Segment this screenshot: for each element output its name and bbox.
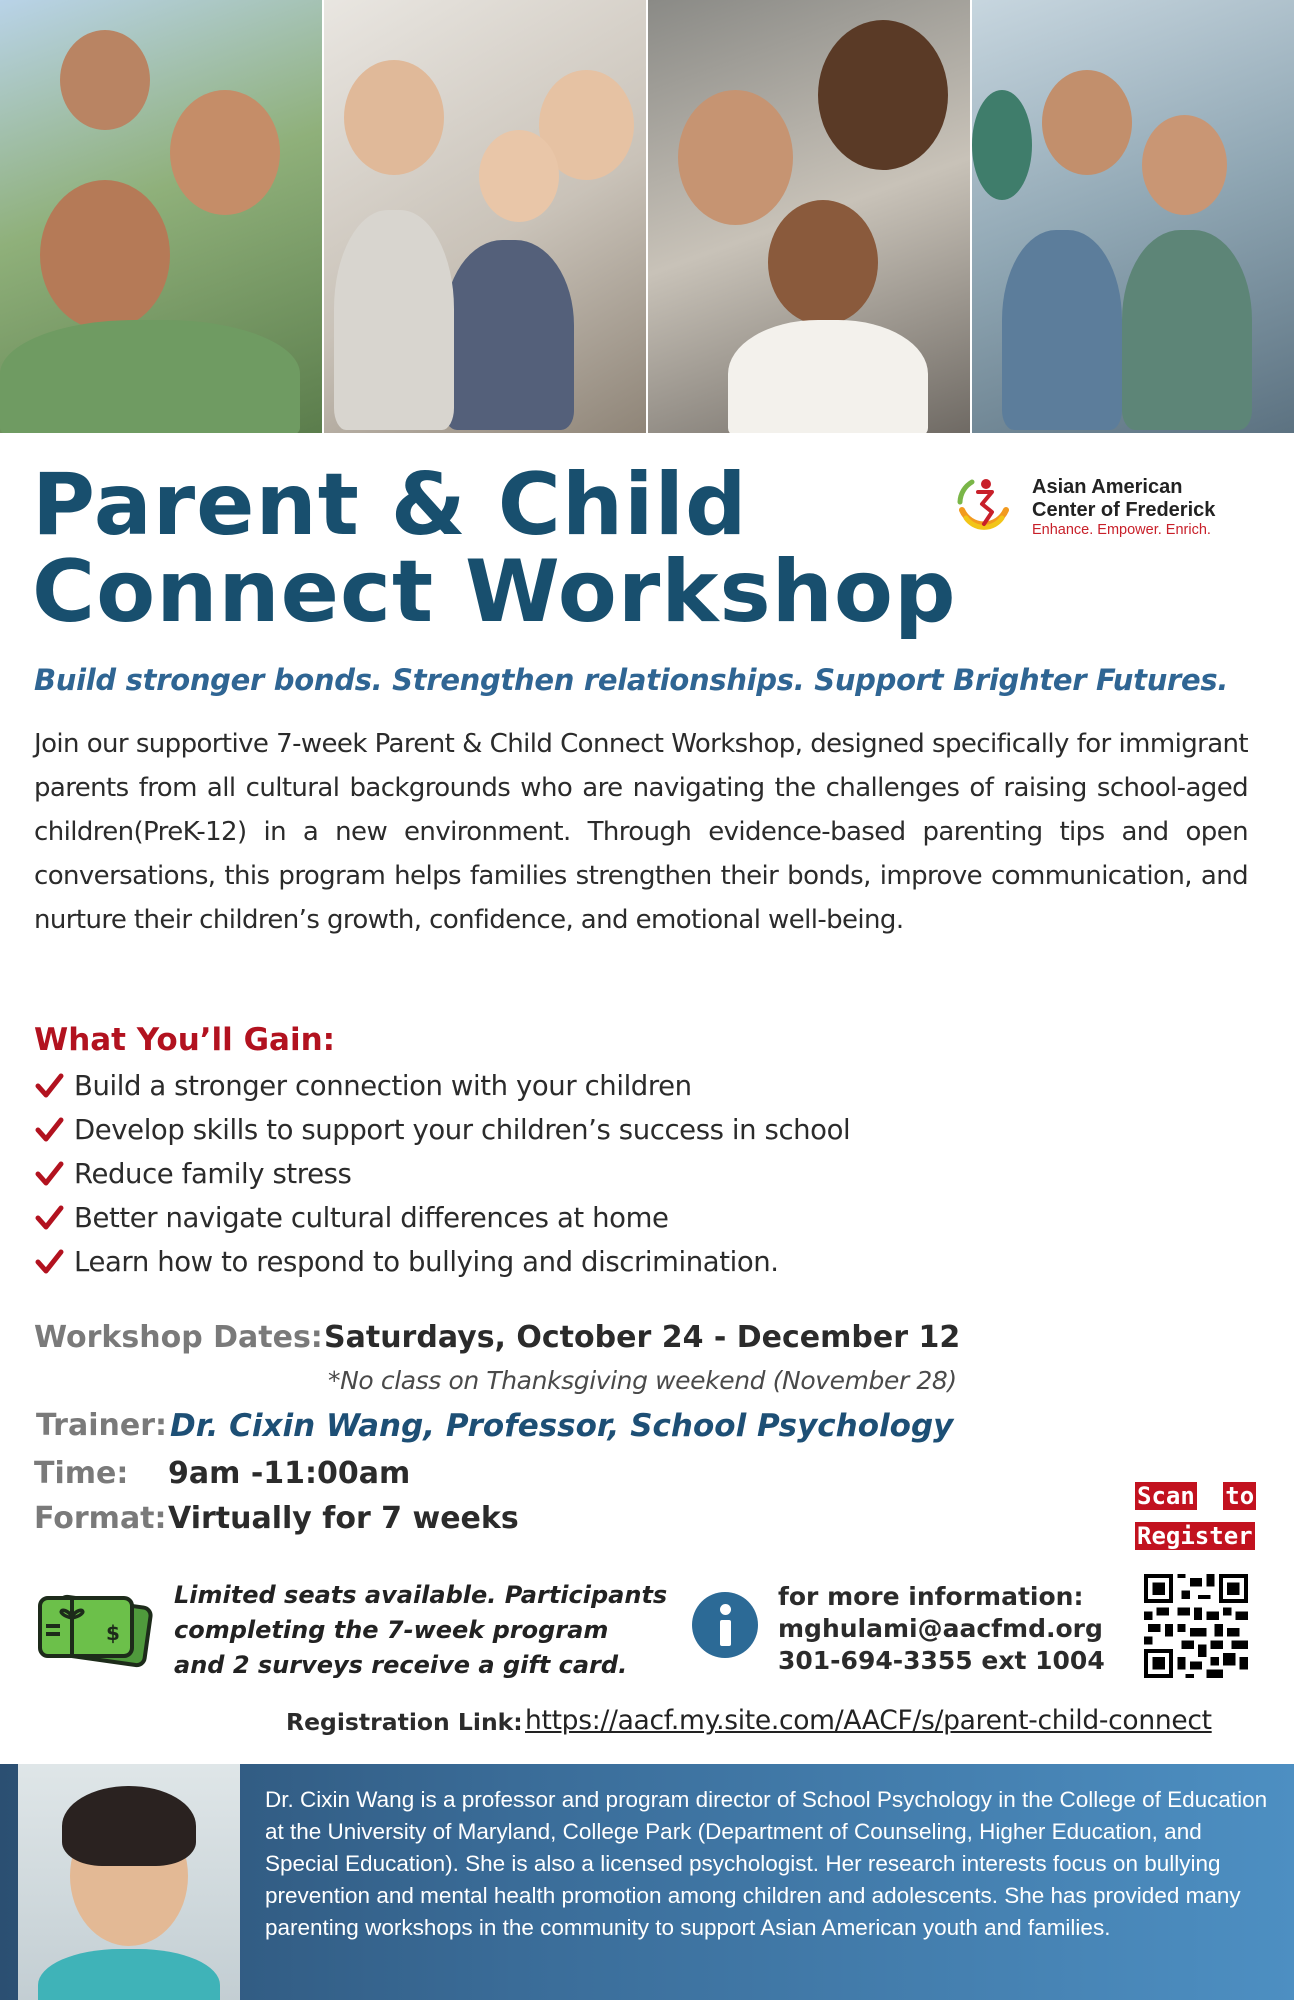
qr-code-icon[interactable] (1144, 1574, 1248, 1678)
registration-link[interactable]: https://aacf.my.site.com/AACF/s/parent-child-connect (525, 1705, 1212, 1736)
gain-text: Develop skills to support your children’s success in school (74, 1114, 851, 1146)
format-label: Format: (34, 1501, 167, 1536)
photo-banner (0, 0, 1294, 433)
trainer-value: Dr. Cixin Wang, Professor, School Psychology (170, 1408, 954, 1444)
list-item (34, 1064, 850, 1108)
contact-email[interactable]: mghulami@aacfmd.org (778, 1614, 1103, 1643)
logo-name (1032, 476, 1215, 522)
trainer-bio-text: Dr. Cixin Wang is a professor and program director of School Psychology in the College of Education at the University of Maryland, College Park (Department of Counseling, Higher Education, and Special Education). She is also a licensed psychologist. Her research interests focus on bullying prevention and mental health promotion among children and adolescents. She has provided many parenting workshops in the community to support Asian American youth and families. (265, 1787, 1268, 1940)
checkmark-icon (34, 1115, 64, 1145)
family-photo-4 (972, 0, 1294, 433)
scan-word: Scan (1137, 1482, 1195, 1510)
tagline: Build stronger bonds. Strengthen relationships. Support Brighter Futures. (34, 663, 1229, 697)
family-photo-2 (324, 0, 648, 433)
gain-text: Build a stronger connection with your children (74, 1070, 692, 1102)
gain-text: Better navigate cultural differences at home (74, 1202, 669, 1234)
gain-text: Reduce family stress (74, 1158, 352, 1190)
contact-phone: 301-694-3355 ext 1004 (778, 1646, 1105, 1675)
registration-label: Registration Link: (286, 1708, 523, 1736)
logo-mark-icon (952, 472, 1016, 536)
info-icon (692, 1592, 758, 1658)
checkmark-icon (34, 1203, 64, 1233)
intro-paragraph: Join our supportive 7-week Parent & Child Connect Workshop, designed specifically for immigrant parents from all cultural backgrounds who are navigating the challenges of raising school-aged children(PreK-12) in a new environment. Through evidence-based parenting tips and open conversations, this program helps families strengthen their bonds, improve communication, and nurture their children’s growth, confidence, and emotional well-being. (34, 729, 1248, 935)
list-item (34, 1196, 850, 1240)
list-item (34, 1108, 850, 1152)
dates-label: Workshop Dates: (34, 1320, 323, 1355)
trainer-label: Trainer: (36, 1408, 167, 1443)
gains-heading: What You’ll Gain: (34, 1022, 336, 1058)
dates-value: Saturdays, October 24 - December 12 (324, 1320, 961, 1355)
svg-text:$: $ (106, 1621, 120, 1645)
logo-tagline: Enhance. Empower. Enrich. (1032, 522, 1211, 538)
gift-card-note-line-3: and 2 surveys receive a gift card. (174, 1651, 628, 1679)
checkmark-icon (34, 1159, 64, 1189)
gift-card-note-line-1: Limited seats available. Participants (174, 1581, 668, 1609)
organization-logo (952, 470, 1252, 542)
gift-card-icon (34, 1588, 154, 1668)
trainer-photo (18, 1764, 240, 2000)
family-photo-1 (0, 0, 324, 433)
title-line-1: Parent & Child (32, 455, 748, 555)
dates-note: *No class on Thanksgiving weekend (November 28) (328, 1366, 957, 1395)
register-word: Register (1137, 1522, 1253, 1550)
title-line-2: Connect Workshop (32, 542, 957, 642)
checkmark-icon (34, 1247, 64, 1277)
family-photo-3 (648, 0, 972, 433)
time-value: 9am -11:00am (168, 1456, 411, 1491)
checkmark-icon (34, 1071, 64, 1101)
time-label: Time: (34, 1456, 129, 1491)
gift-card-note-line-2: completing the 7-week program (174, 1616, 609, 1644)
gift-card-note (174, 1578, 667, 1683)
list-item (34, 1152, 850, 1196)
to-word: to (1225, 1482, 1255, 1510)
contact-info (778, 1581, 1105, 1677)
page-title (32, 455, 957, 642)
logo-name-line-1: Asian American (1032, 476, 1183, 498)
list-item (34, 1240, 850, 1284)
gain-text: Learn how to respond to bullying and discrimination. (74, 1246, 779, 1278)
contact-heading: for more information: (778, 1582, 1084, 1611)
format-value: Virtually for 7 weeks (168, 1501, 519, 1536)
logo-name-line-2: Center of Frederick (1032, 499, 1216, 521)
gains-list (34, 1064, 850, 1284)
scan-to-register-label (1135, 1476, 1257, 1556)
